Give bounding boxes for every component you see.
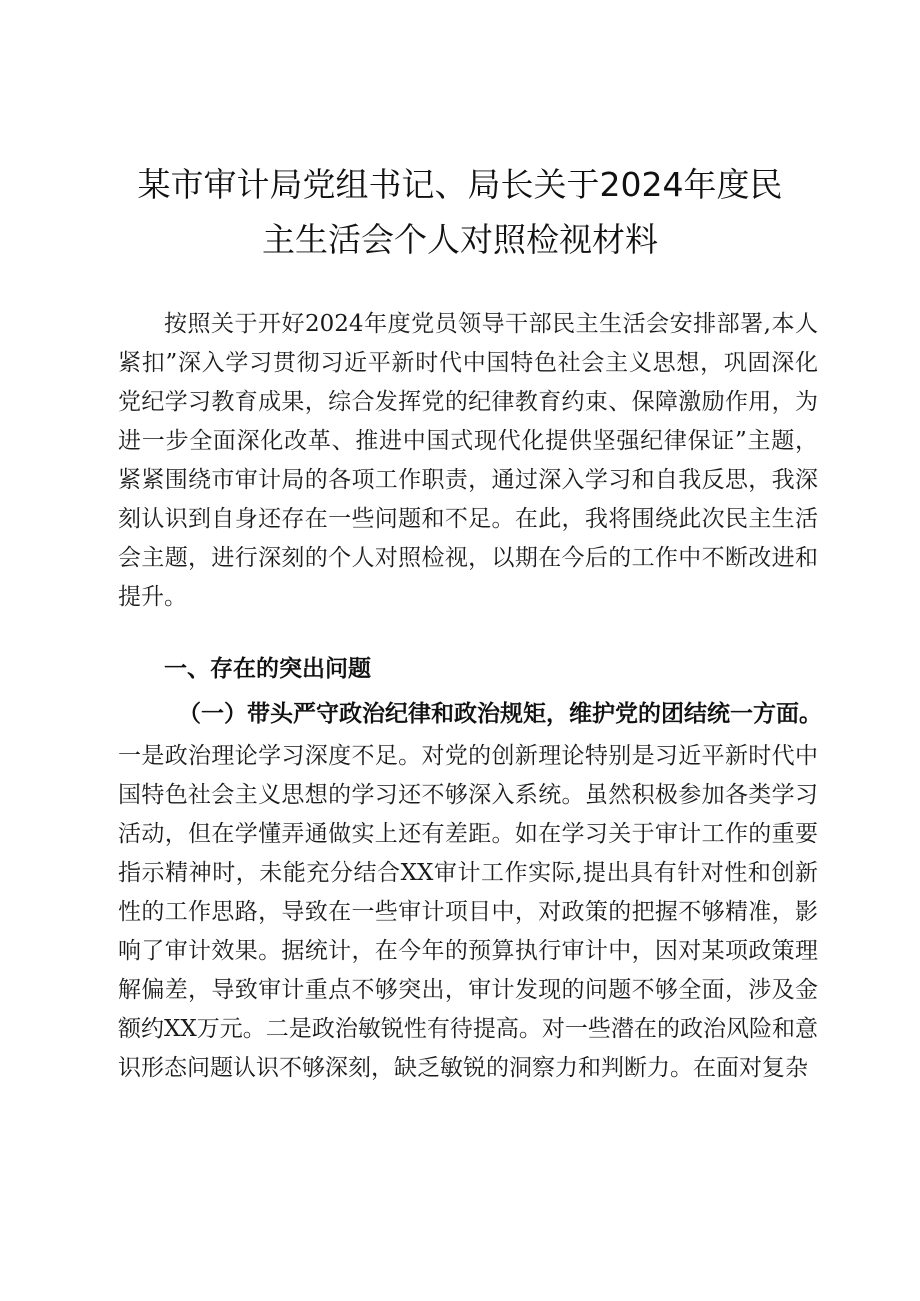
subsection-heading: （一）带头严守政治纪律和政治规矩，维护党的团结统一方面。 [178, 701, 822, 727]
subsection-body-paragraph: 一是政治理论学习深度不足。对党的创新理论特别是习近平新时代中国特色社会主义思想的学习还不够深入系统。虽然积极参加各类学习活动，但在学懂弄通做实上还有差距。如在学习关于审计工作的重要指示精神时，未能充分结合XX审计工作实际,提出具有针对性和创新性的工作思路，导致在一些审计项目中，对政策的把握不够精准，影响了审计效果。据统计，在今年的预算执行审计中，因对某项政策理解偏差，导致审计重点不够突出，审计发现的问题不够全面，涉及金额约XX万元。二是政治敏锐性有待提高。对一些潜在的政治风险和意识形态问题认识不够深刻，缺乏敏锐的洞察力和判断力。在面对复杂 [118, 743, 818, 1081]
document-title-line-1: 某市审计局党组书记、局长关于2024年度民 [137, 165, 783, 204]
section-heading: 一、存在的突出问题 [164, 656, 371, 682]
document-title-line-2: 主生活会个人对照检视材料 [262, 220, 658, 259]
intro-paragraph: 按照关于开好2024年度党员领导干部民主生活会安排部署,本人紧扣”深入学习贯彻习近平新时代中国特色社会主义思想，巩固深化党纪学习教育成果，综合发挥党的纪律教育约束、保障激励作用，为进一步全面深化改革、推进中国式现代化提供坚强纪律保证”主题，紧紧围绕市审计局的各项工作职责，通过深入学习和自我反思，我深刻认识到自身还存在一些问题和不足。在此，我将围绕此次民主生活会主题，进行深刻的个人对照检视，以期在今后的工作中不断改进和提升。 [118, 311, 818, 610]
